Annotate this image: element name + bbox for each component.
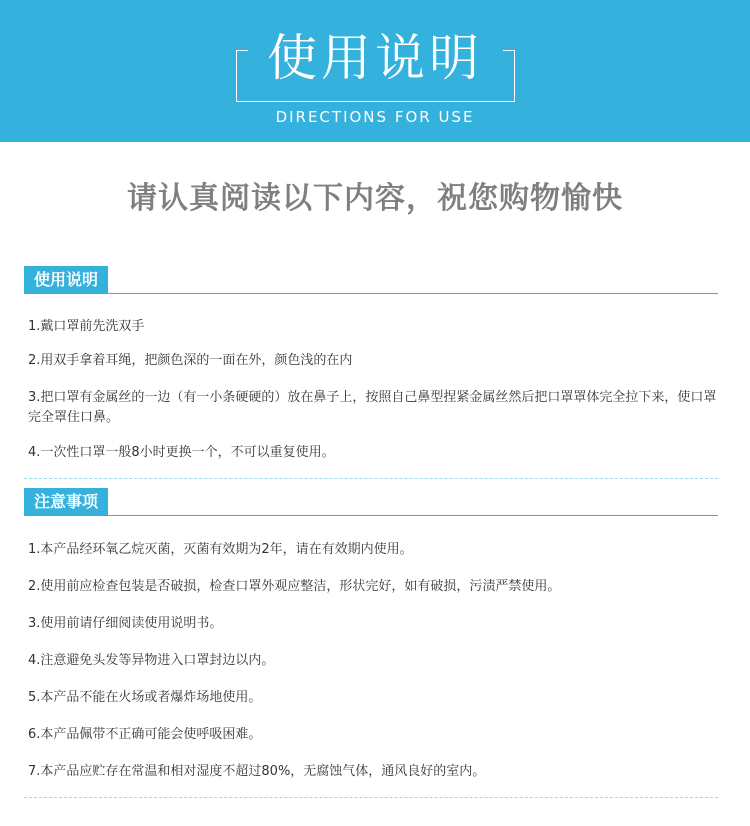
- usage-section-header: [24, 266, 718, 294]
- notes-item-6: 6.本产品佩带不正确可能会使呼吸困难。: [28, 727, 262, 742]
- notes-section-header: [24, 488, 718, 516]
- notes-item-5: 5.本产品不能在火场或者爆炸场地使用。: [28, 690, 262, 705]
- notes-item-7: 7.本产品应贮存在常温和相对湿度不超过80%，无腐蚀气体，通风良好的室内。: [28, 764, 486, 779]
- notes-section-title: 注意事项: [24, 488, 108, 516]
- notes-item-3: 3.使用前请仔细阅读使用说明书。: [28, 616, 223, 631]
- usage-section-title: 使用说明: [24, 266, 108, 294]
- header-banner: [0, 0, 750, 142]
- page-title: 使用说明: [267, 29, 483, 87]
- usage-section-head: [24, 266, 718, 294]
- usage-item-1: 1.戴口罩前先洗双手: [28, 319, 145, 334]
- section-divider: [24, 478, 718, 479]
- usage-item-4: 4.一次性口罩一般8小时更换一个，不可以重复使用。: [28, 445, 335, 460]
- notes-item-4: 4.注意避免头发等异物进入口罩封边以内。: [28, 653, 275, 668]
- bottom-divider: [24, 797, 718, 798]
- slogan: 请认真阅读以下内容，祝您购物愉快: [127, 181, 623, 216]
- page-subtitle: DIRECTIONS FOR USE: [275, 108, 475, 126]
- notes-item-1: 1.本产品经环氧乙烷灭菌，灭菌有效期为2年，请在有效期内使用。: [28, 542, 413, 557]
- title-frame-bottom: [236, 101, 515, 102]
- usage-item-2: 2.用双手拿着耳绳，把颜色深的一面在外，颜色浅的在内: [28, 353, 353, 368]
- usage-item-3: 3.把口罩有金属丝的一边（有一小条硬硬的）放在鼻子上，按照自己鼻型捏紧金属丝然后把口罩罩体完全拉下来，使口罩完全罩住口鼻。: [28, 390, 717, 425]
- notes-section-head: [24, 488, 718, 516]
- notes-item-2: 2.使用前应检查包装是否破损，检查口罩外观应整洁，形状完好，如有破损，污渍严禁使用。: [28, 579, 561, 594]
